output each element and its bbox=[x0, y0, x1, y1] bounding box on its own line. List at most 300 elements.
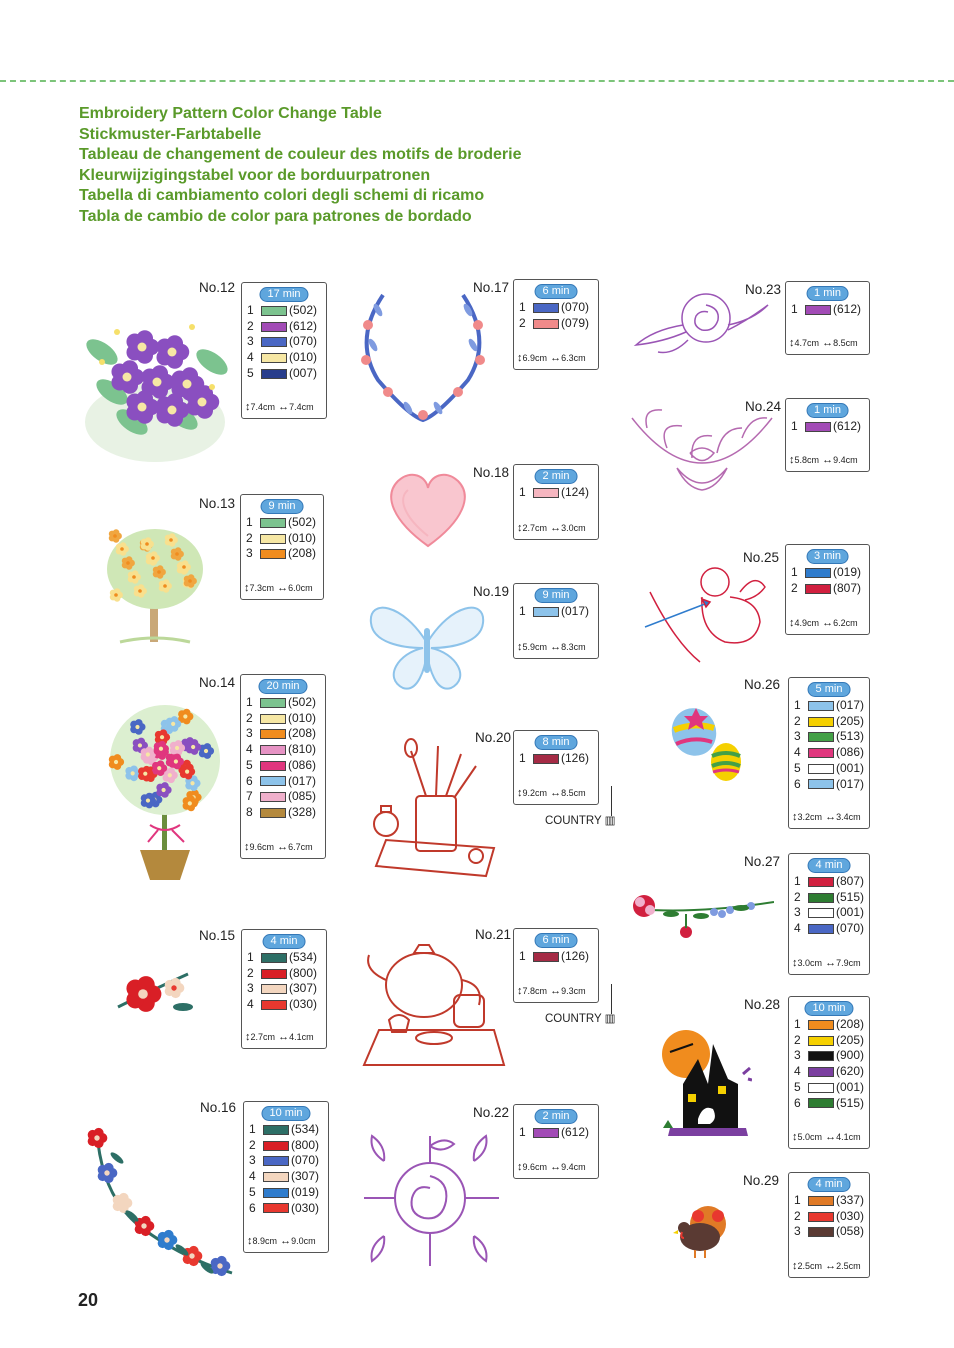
color-row bbox=[794, 1048, 864, 1063]
color-order: 3 bbox=[247, 334, 254, 349]
color-row bbox=[519, 1125, 589, 1140]
color-order: 6 bbox=[794, 1095, 801, 1110]
thread-code: (620) bbox=[836, 1064, 865, 1079]
color-order: 6 bbox=[246, 773, 253, 788]
color-row bbox=[791, 419, 861, 434]
vertical-size-icon: ↕ bbox=[245, 1031, 251, 1043]
pattern-number: No.19 bbox=[473, 584, 510, 599]
color-row bbox=[519, 604, 589, 619]
color-table-no16 bbox=[243, 1101, 329, 1253]
horizontal-size-icon: ↔ bbox=[819, 617, 834, 629]
thread-code: (126) bbox=[561, 751, 590, 765]
sewing-time-badge: 6 min bbox=[535, 933, 578, 948]
thread-code: (612) bbox=[833, 302, 862, 316]
sewing-time-badge: 9 min bbox=[535, 588, 578, 603]
color-swatch bbox=[261, 353, 287, 363]
vertical-size-icon: ↕ bbox=[792, 811, 798, 823]
thread-code: (612) bbox=[833, 419, 862, 433]
thread-code: (810) bbox=[288, 742, 317, 757]
color-row bbox=[794, 714, 864, 729]
color-order: 7 bbox=[246, 789, 253, 804]
size-readout bbox=[517, 352, 586, 364]
pattern-number: No.20 bbox=[475, 730, 512, 745]
thread-code: (515) bbox=[836, 1095, 865, 1110]
sewing-time-badge: 1 min bbox=[806, 286, 849, 301]
height-value: 9.6cm bbox=[249, 842, 275, 852]
height-value: 3.2cm bbox=[797, 812, 823, 822]
pattern-image-wreath bbox=[348, 280, 498, 430]
color-order: 1 bbox=[519, 751, 526, 765]
thread-code: (515) bbox=[836, 889, 865, 904]
color-row bbox=[794, 761, 864, 776]
color-table-no23 bbox=[785, 281, 870, 355]
country-bracket bbox=[513, 984, 612, 1014]
vertical-size-icon: ↕ bbox=[244, 841, 250, 853]
thread-code: (126) bbox=[561, 949, 590, 963]
color-swatch bbox=[263, 1188, 289, 1198]
color-order: 2 bbox=[791, 580, 798, 595]
color-row bbox=[519, 316, 589, 331]
color-order: 2 bbox=[794, 1208, 801, 1223]
thread-code: (807) bbox=[836, 874, 865, 888]
color-row bbox=[247, 303, 317, 318]
color-order: 6 bbox=[249, 1200, 256, 1215]
color-swatch bbox=[808, 1196, 834, 1206]
width-value: 3.4cm bbox=[836, 812, 861, 822]
color-swatch bbox=[808, 701, 834, 711]
sewing-time-badge: 1 min bbox=[806, 403, 849, 418]
horizontal-size-icon: ↔ bbox=[822, 811, 837, 823]
color-order: 3 bbox=[246, 726, 253, 741]
color-swatch bbox=[533, 303, 559, 313]
height-value: 4.9cm bbox=[794, 618, 820, 628]
color-swatch bbox=[808, 1227, 834, 1237]
thread-code: (086) bbox=[288, 757, 317, 772]
horizontal-size-icon: ↔ bbox=[822, 1260, 837, 1272]
color-swatch bbox=[808, 908, 834, 918]
vertical-size-icon: ↕ bbox=[792, 957, 798, 969]
color-table-no22 bbox=[513, 1104, 599, 1179]
color-order: 4 bbox=[794, 921, 801, 936]
thread-code: (070) bbox=[291, 1153, 320, 1168]
color-swatch bbox=[808, 1020, 834, 1030]
color-order: 2 bbox=[794, 1032, 801, 1047]
color-order: 5 bbox=[246, 757, 253, 772]
sewing-time-badge: 8 min bbox=[535, 735, 578, 750]
color-order: 1 bbox=[249, 1122, 256, 1136]
color-row bbox=[794, 698, 864, 713]
width-value: 2.5cm bbox=[836, 1261, 861, 1271]
color-swatch bbox=[261, 953, 287, 963]
color-row bbox=[249, 1153, 319, 1168]
thread-code: (079) bbox=[561, 315, 590, 330]
pattern-number: No.28 bbox=[744, 997, 781, 1012]
color-swatch bbox=[260, 714, 286, 724]
color-row bbox=[794, 1080, 864, 1095]
horizontal-size-icon: ↔ bbox=[547, 641, 562, 653]
color-row bbox=[247, 950, 317, 965]
width-value: 6.2cm bbox=[833, 618, 858, 628]
color-order: 3 bbox=[794, 1224, 801, 1239]
thread-code: (001) bbox=[836, 1079, 865, 1094]
size-readout bbox=[789, 337, 858, 349]
height-value: 5.9cm bbox=[522, 642, 548, 652]
width-value: 6.0cm bbox=[288, 583, 313, 593]
color-row bbox=[794, 905, 864, 920]
title-german: Stickmuster-Farbtabelle bbox=[79, 125, 262, 143]
vertical-size-icon: ↕ bbox=[517, 985, 523, 997]
color-order: 2 bbox=[519, 315, 526, 330]
color-swatch bbox=[808, 877, 834, 887]
thread-code: (070) bbox=[836, 921, 865, 936]
color-row bbox=[794, 921, 864, 936]
color-table-no26 bbox=[788, 677, 870, 829]
width-value: 4.1cm bbox=[289, 1032, 314, 1042]
color-order: 3 bbox=[794, 729, 801, 744]
color-swatch bbox=[261, 984, 287, 994]
color-swatch bbox=[533, 952, 559, 962]
width-value: 6.7cm bbox=[288, 842, 313, 852]
vertical-size-icon: ↕ bbox=[517, 352, 523, 364]
color-table-no28 bbox=[788, 996, 870, 1149]
sewing-time-badge: 5 min bbox=[808, 682, 851, 697]
thread-spool-icon: ▥ bbox=[601, 815, 616, 827]
country-bracket bbox=[513, 786, 612, 816]
color-row bbox=[794, 874, 864, 889]
color-swatch bbox=[260, 776, 286, 786]
horizontal-size-icon: ↔ bbox=[547, 352, 562, 364]
height-value: 6.9cm bbox=[522, 353, 548, 363]
color-row bbox=[246, 805, 316, 820]
thread-code: (017) bbox=[288, 773, 317, 788]
color-order: 5 bbox=[249, 1184, 256, 1199]
horizontal-size-icon: ↔ bbox=[277, 1235, 292, 1247]
color-row bbox=[794, 729, 864, 744]
pattern-image-cupid bbox=[640, 552, 774, 666]
height-value: 7.8cm bbox=[522, 986, 548, 996]
color-swatch bbox=[261, 337, 287, 347]
sewing-time-badge: 20 min bbox=[258, 679, 307, 694]
color-row bbox=[247, 334, 317, 349]
color-table-no19 bbox=[513, 583, 599, 659]
thread-code: (208) bbox=[288, 546, 317, 561]
color-row bbox=[791, 565, 861, 580]
color-row bbox=[247, 366, 317, 381]
height-value: 8.9cm bbox=[252, 1236, 278, 1246]
color-swatch bbox=[805, 584, 831, 594]
size-readout bbox=[789, 617, 858, 629]
vertical-size-icon: ↕ bbox=[789, 617, 795, 629]
thread-code: (534) bbox=[289, 950, 318, 964]
vertical-size-icon: ↕ bbox=[517, 787, 523, 799]
sewing-time-badge: 17 min bbox=[259, 287, 308, 302]
thread-code: (612) bbox=[561, 1125, 590, 1139]
color-swatch bbox=[260, 534, 286, 544]
pattern-image-flower-tree bbox=[100, 514, 210, 644]
vertical-size-icon: ↕ bbox=[789, 337, 795, 349]
color-row bbox=[246, 515, 316, 530]
thread-code: (070) bbox=[561, 300, 590, 314]
country-text: COUNTRY bbox=[545, 1013, 602, 1025]
color-order: 1 bbox=[247, 303, 254, 317]
thread-code: (513) bbox=[836, 729, 865, 744]
thread-code: (807) bbox=[833, 580, 862, 595]
country-text: COUNTRY bbox=[545, 815, 602, 827]
height-value: 5.0cm bbox=[797, 1132, 823, 1142]
thread-code: (205) bbox=[836, 713, 865, 728]
width-value: 8.5cm bbox=[561, 788, 586, 798]
color-row bbox=[791, 302, 861, 317]
color-order: 2 bbox=[247, 318, 254, 333]
color-swatch bbox=[808, 893, 834, 903]
color-row bbox=[246, 789, 316, 804]
color-order: 8 bbox=[246, 804, 253, 819]
color-order: 5 bbox=[247, 365, 254, 380]
color-order: 4 bbox=[794, 745, 801, 760]
color-row bbox=[794, 1064, 864, 1079]
color-swatch bbox=[260, 518, 286, 528]
color-row bbox=[794, 1017, 864, 1032]
thread-code: (030) bbox=[289, 997, 318, 1012]
pattern-image-rose-outline bbox=[354, 1126, 506, 1276]
color-table-no14 bbox=[240, 674, 326, 859]
color-order: 3 bbox=[249, 1153, 256, 1168]
color-row bbox=[246, 695, 316, 710]
color-swatch bbox=[533, 1128, 559, 1138]
color-row bbox=[246, 711, 316, 726]
color-row bbox=[247, 319, 317, 334]
color-row bbox=[794, 1193, 864, 1208]
pattern-number: No.21 bbox=[475, 927, 512, 942]
color-swatch bbox=[261, 369, 287, 379]
color-swatch bbox=[533, 488, 559, 498]
thread-code: (019) bbox=[291, 1184, 320, 1199]
width-value: 9.4cm bbox=[561, 1162, 586, 1172]
thread-spool-icon: ▥ bbox=[601, 1013, 616, 1025]
thread-code: (307) bbox=[289, 981, 318, 996]
color-order: 1 bbox=[519, 1125, 526, 1139]
pattern-number: No.29 bbox=[743, 1173, 780, 1188]
thread-code: (017) bbox=[561, 604, 590, 618]
color-swatch bbox=[805, 422, 831, 432]
color-swatch bbox=[263, 1203, 289, 1213]
color-table-no15 bbox=[241, 929, 327, 1049]
pattern-image-butterfly bbox=[363, 593, 491, 695]
thread-code: (208) bbox=[288, 726, 317, 741]
color-row bbox=[246, 774, 316, 789]
thread-code: (337) bbox=[836, 1193, 865, 1207]
pattern-number: No.24 bbox=[745, 399, 782, 414]
size-readout bbox=[792, 957, 861, 969]
color-order: 1 bbox=[519, 949, 526, 963]
size-readout bbox=[245, 1031, 314, 1043]
color-swatch bbox=[808, 1036, 834, 1046]
thread-code: (001) bbox=[836, 760, 865, 775]
size-readout bbox=[517, 641, 586, 653]
color-row bbox=[794, 1096, 864, 1111]
thread-code: (502) bbox=[288, 695, 317, 709]
color-row bbox=[247, 997, 317, 1012]
title-english: Embroidery Pattern Color Change Table bbox=[79, 105, 382, 122]
height-value: 9.2cm bbox=[522, 788, 548, 798]
thread-code: (085) bbox=[288, 789, 317, 804]
color-swatch bbox=[263, 1156, 289, 1166]
color-table-no18 bbox=[513, 464, 599, 540]
color-row bbox=[249, 1185, 319, 1200]
horizontal-size-icon: ↔ bbox=[547, 787, 562, 799]
thread-code: (086) bbox=[836, 745, 865, 760]
color-swatch bbox=[261, 322, 287, 332]
size-readout bbox=[245, 401, 314, 413]
pattern-image-carnation bbox=[626, 884, 774, 944]
color-swatch bbox=[805, 305, 831, 315]
width-value: 7.9cm bbox=[836, 958, 861, 968]
vertical-size-icon: ↕ bbox=[247, 1235, 253, 1247]
color-order: 1 bbox=[791, 302, 798, 316]
color-swatch bbox=[260, 761, 286, 771]
color-swatch bbox=[263, 1172, 289, 1182]
thread-code: (205) bbox=[836, 1032, 865, 1047]
color-swatch bbox=[261, 1000, 287, 1010]
height-value: 2.7cm bbox=[522, 523, 548, 533]
color-swatch bbox=[533, 319, 559, 329]
color-order: 1 bbox=[247, 950, 254, 964]
title-french: Tableau de changement de couleur des motifs de broderie bbox=[79, 146, 522, 164]
color-swatch bbox=[263, 1141, 289, 1151]
width-value: 7.4cm bbox=[289, 402, 314, 412]
size-readout bbox=[517, 1161, 586, 1173]
pattern-number: No.23 bbox=[745, 282, 782, 297]
color-order: 4 bbox=[794, 1064, 801, 1079]
pattern-image-violet-bouquet bbox=[72, 292, 238, 464]
height-value: 2.5cm bbox=[797, 1261, 823, 1271]
pattern-image-teapot bbox=[354, 930, 514, 1072]
pattern-image-scallop bbox=[622, 398, 782, 516]
color-table-no12 bbox=[241, 282, 327, 419]
width-value: 9.3cm bbox=[561, 986, 586, 996]
pattern-number: No.15 bbox=[199, 928, 236, 943]
pattern-number: No.26 bbox=[744, 677, 781, 692]
title-block bbox=[79, 104, 521, 228]
country-label bbox=[545, 1011, 616, 1025]
horizontal-size-icon: ↔ bbox=[547, 522, 562, 534]
color-swatch bbox=[263, 1125, 289, 1135]
color-swatch bbox=[533, 754, 559, 764]
vertical-size-icon: ↕ bbox=[244, 582, 250, 594]
horizontal-size-icon: ↔ bbox=[822, 1131, 837, 1143]
pattern-image-haunted-house bbox=[658, 1024, 752, 1136]
sewing-time-badge: 4 min bbox=[263, 934, 306, 949]
color-swatch bbox=[808, 1083, 834, 1093]
sewing-time-badge: 3 min bbox=[806, 549, 849, 564]
color-row bbox=[246, 726, 316, 741]
horizontal-size-icon: ↔ bbox=[275, 1031, 290, 1043]
color-row bbox=[246, 546, 316, 561]
pattern-image-floral-corner bbox=[82, 1118, 238, 1278]
sewing-time-badge: 10 min bbox=[261, 1106, 310, 1121]
color-swatch bbox=[808, 717, 834, 727]
color-order: 2 bbox=[246, 530, 253, 545]
vertical-size-icon: ↕ bbox=[792, 1131, 798, 1143]
color-row bbox=[247, 981, 317, 996]
color-row bbox=[794, 777, 864, 792]
thread-code: (058) bbox=[836, 1224, 865, 1239]
color-order: 4 bbox=[249, 1169, 256, 1184]
color-row bbox=[794, 1209, 864, 1224]
color-order: 1 bbox=[246, 515, 253, 529]
width-value: 4.1cm bbox=[836, 1132, 861, 1142]
pattern-number: No.14 bbox=[199, 675, 236, 690]
color-row bbox=[794, 745, 864, 760]
thread-code: (502) bbox=[288, 515, 317, 529]
size-readout bbox=[792, 1131, 861, 1143]
color-order: 1 bbox=[794, 698, 801, 712]
color-table-no17 bbox=[513, 279, 599, 370]
color-row bbox=[249, 1122, 319, 1137]
vertical-size-icon: ↕ bbox=[517, 1161, 523, 1173]
thread-code: (534) bbox=[291, 1122, 320, 1136]
color-row bbox=[794, 1224, 864, 1239]
sewing-time-badge: 2 min bbox=[535, 1109, 578, 1124]
size-readout bbox=[789, 454, 858, 466]
color-order: 1 bbox=[794, 874, 801, 888]
sewing-time-badge: 6 min bbox=[535, 284, 578, 299]
color-row bbox=[519, 949, 589, 964]
width-value: 9.0cm bbox=[291, 1236, 316, 1246]
color-order: 4 bbox=[247, 350, 254, 365]
color-order: 2 bbox=[247, 965, 254, 980]
color-table-no25 bbox=[785, 544, 870, 635]
color-swatch bbox=[808, 924, 834, 934]
pattern-number: No.17 bbox=[473, 280, 510, 295]
pattern-number: No.22 bbox=[473, 1105, 510, 1120]
pattern-number: No.13 bbox=[199, 496, 236, 511]
thread-code: (010) bbox=[288, 530, 317, 545]
color-order: 1 bbox=[246, 695, 253, 709]
color-order: 6 bbox=[794, 776, 801, 791]
width-value: 8.5cm bbox=[833, 338, 858, 348]
color-order: 5 bbox=[794, 760, 801, 775]
color-swatch bbox=[808, 1212, 834, 1222]
horizontal-size-icon: ↔ bbox=[547, 1161, 562, 1173]
height-value: 7.4cm bbox=[250, 402, 276, 412]
height-value: 3.0cm bbox=[797, 958, 823, 968]
color-swatch bbox=[808, 1098, 834, 1108]
color-swatch bbox=[261, 969, 287, 979]
pattern-number: No.12 bbox=[199, 280, 236, 295]
color-order: 3 bbox=[247, 981, 254, 996]
thread-code: (328) bbox=[288, 804, 317, 819]
height-value: 5.8cm bbox=[794, 455, 820, 465]
thread-code: (900) bbox=[836, 1048, 865, 1063]
color-order: 3 bbox=[794, 905, 801, 920]
color-order: 1 bbox=[794, 1017, 801, 1031]
thread-code: (030) bbox=[836, 1208, 865, 1223]
height-value: 9.6cm bbox=[522, 1162, 548, 1172]
horizontal-size-icon: ↔ bbox=[547, 985, 562, 997]
sewing-time-badge: 10 min bbox=[804, 1001, 853, 1016]
pattern-number: No.16 bbox=[200, 1100, 237, 1115]
thread-code: (124) bbox=[561, 485, 590, 499]
color-order: 5 bbox=[794, 1079, 801, 1094]
color-row bbox=[519, 485, 589, 500]
color-swatch bbox=[805, 568, 831, 578]
vertical-size-icon: ↕ bbox=[789, 454, 795, 466]
pattern-number: No.27 bbox=[744, 854, 781, 869]
title-italian: Tabella di cambiamento colori degli schemi di ricamo bbox=[79, 187, 485, 205]
color-table-no27 bbox=[788, 853, 870, 975]
color-row bbox=[246, 742, 316, 757]
